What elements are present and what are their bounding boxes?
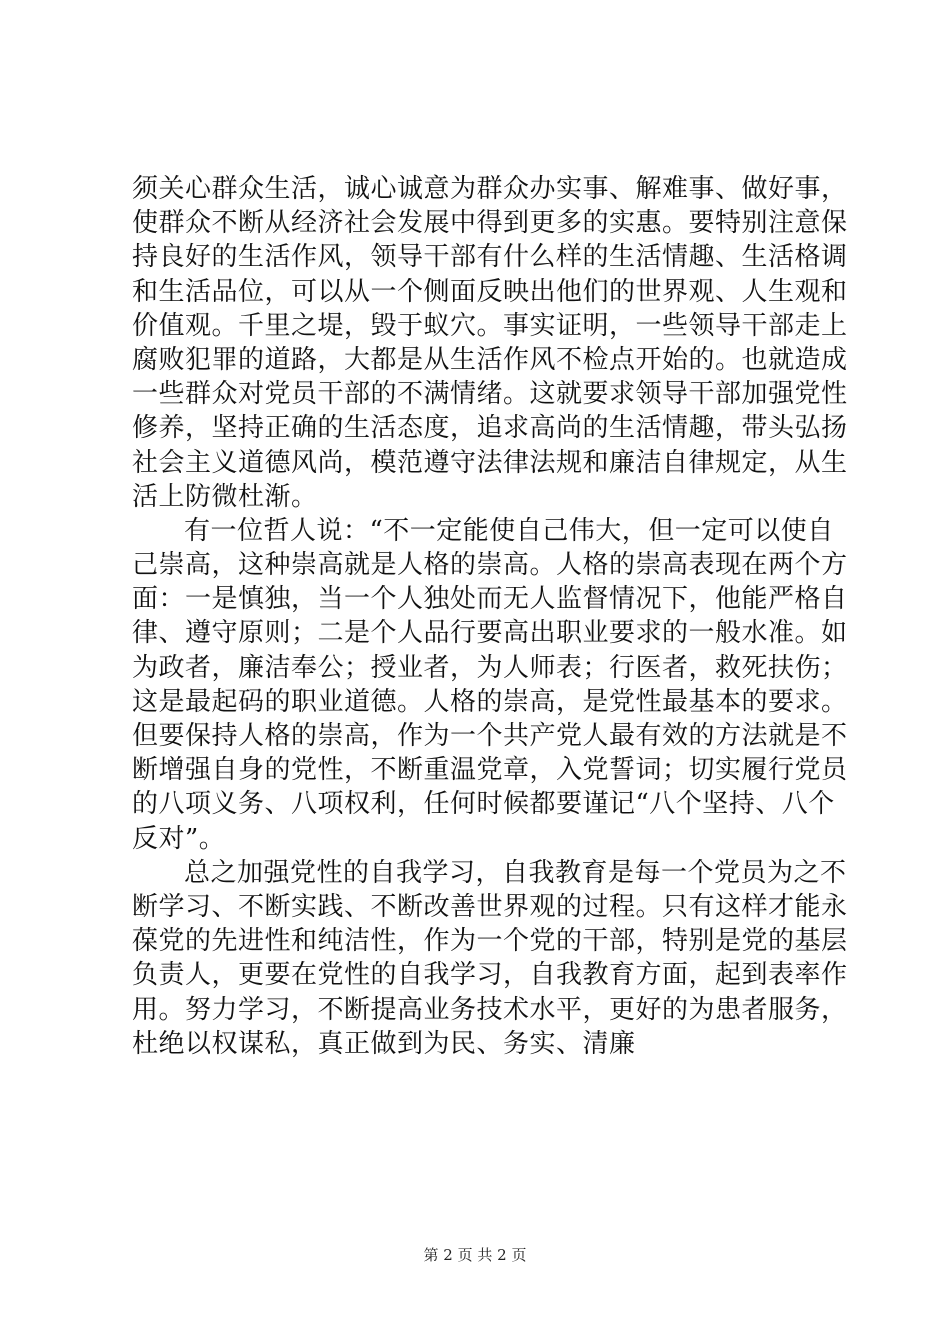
text-line: 负责人，更要在党性的自我学习，自我教育方面，起到表率作 [132, 960, 848, 991]
text-line: 葆党的先进性和纯洁性，作为一个党的干部，特别是党的基层 [132, 926, 848, 957]
text-line: 使群众不断从经济社会发展中得到更多的实惠。要特别注意保 [132, 208, 848, 239]
paragraph-start-line: 有一位哲人说：“不一定能使自己伟大，但一定可以使自 [184, 515, 834, 546]
text-line: 面：一是慎独，当一个人独处而无人监督情况下，他能严格自 [132, 584, 848, 615]
text-line: 须关心群众生活，诚心诚意为群众办实事、解难事、做好事， [132, 174, 848, 204]
text-line: 一些群众对党员干部的不满情绪。这就要求领导干部加强党性 [132, 379, 848, 410]
text-line: 腐败犯罪的道路，大都是从生活作风不检点开始的。也就造成 [132, 344, 848, 375]
text-line: 社会主义道德风尚，模范遵守法律法规和廉洁自律规定，从生 [132, 447, 848, 478]
text-line: 的八项义务、八项权利，任何时候都要谨记“八个坚持、八个 [132, 789, 835, 820]
text-line: 但要保持人格的崇高，作为一个共产党人最有效的方法就是不 [132, 721, 848, 751]
text-line: 这是最起码的职业道德。人格的崇高，是党性最基本的要求。 [132, 686, 848, 717]
text-line: 杜绝以权谋私，真正做到为民、务实、清廉 [132, 1028, 636, 1059]
paragraph-start-line: 总之加强党性的自我学习，自我教育是每一个党员为之不 [184, 857, 847, 888]
page-number-label: 第 2 页 共 2 页 [423, 1246, 527, 1264]
text-line: 用。努力学习，不断提高业务技术水平，更好的为患者服务， [132, 994, 848, 1025]
page-footer [0, 1244, 950, 1265]
text-line: 为政者，廉洁奉公；授业者，为人师表；行医者，救死扶伤； [132, 652, 848, 683]
text-line: 己崇高，这种崇高就是人格的崇高。人格的崇高表现在两个方 [132, 550, 848, 581]
text-line: 断学习、不断实践、不断改善世界观的过程。只有这样才能永 [132, 891, 848, 922]
text-line: 修养，坚持正确的生活态度，追求高尚的生活情趣，带头弘扬 [132, 413, 848, 444]
text-line: 和生活品位，可以从一个侧面反映出他们的世界观、人生观和 [132, 276, 848, 307]
text-line: 反对”。 [132, 823, 226, 854]
text-line: 断增强自身的党性，不断重温党章，入党誓词；切实履行党员 [132, 755, 848, 786]
text-line: 律、遵守原则；二是个人品行要高出职业要求的一般水准。如 [132, 618, 848, 649]
text-line: 活上防微杜渐。 [132, 481, 318, 512]
text-line: 价值观。千里之堤，毁于蚁穴。事实证明，一些领导干部走上 [132, 310, 848, 341]
text-line: 持良好的生活作风，领导干部有什么样的生活情趣、生活格调 [132, 242, 848, 273]
body-text [132, 172, 848, 1061]
